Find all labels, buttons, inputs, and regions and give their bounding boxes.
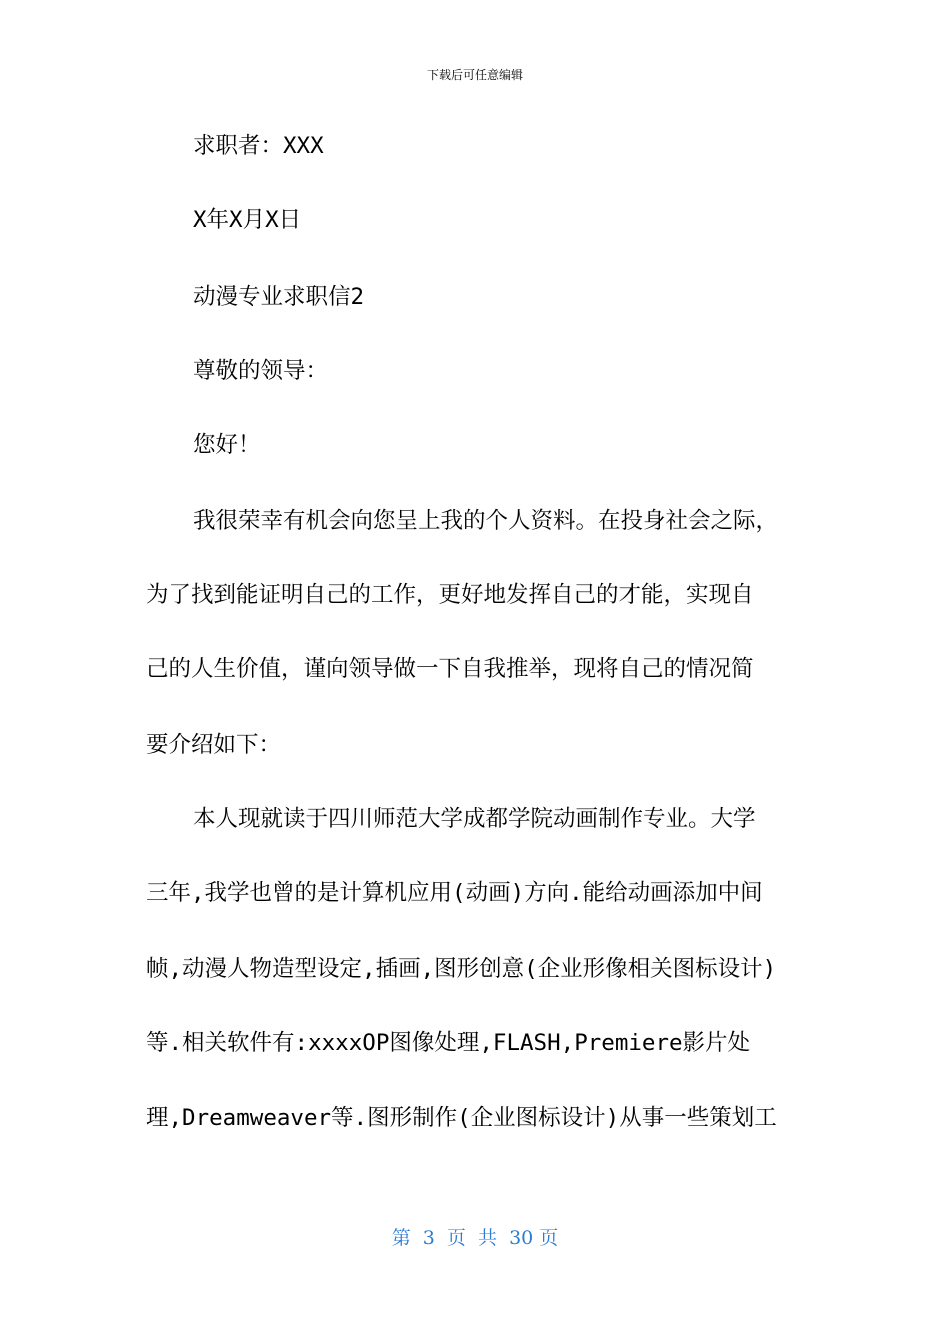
paragraph-1-line-4: 要介绍如下： [146,732,282,758]
signature-date: X年X月X日 [193,207,302,233]
paragraph-2-line-1: 本人现就读于四川师范大学成都学院动画制作专业。大学 [193,806,756,832]
paragraph-2-line-5: 理,Dreamweaver等.图形制作(企业图标设计)从事一些策划工 [146,1105,777,1131]
applicant-signature: 求职者：XXX [193,133,324,159]
paragraph-1-line-3: 己的人生价值，谨向领导做一下自我推举，现将自己的情况简 [146,656,754,682]
greeting: 您好！ [193,432,261,458]
page-number: 第 3 页 共 30 页 [391,1227,559,1249]
paragraph-2-line-4: 等.相关软件有:xxxxOP图像处理,FLASH,Premiere影片处 [146,1030,751,1056]
paragraph-2-line-3: 帧,动漫人物造型设定,插画,图形创意(企业形像相关图标设计) [146,956,777,982]
paragraph-2-line-2: 三年,我学也曾的是计算机应用(动画)方向.能给动画添加中间 [146,880,763,906]
section-title: 动漫专业求职信2 [193,284,365,310]
salutation: 尊敬的领导： [193,358,329,384]
page-header: 下载后可任意编辑 [426,68,523,82]
paragraph-1-line-2: 为了找到能证明自己的工作，更好地发挥自己的才能，实现自 [146,582,754,608]
paragraph-1-line-1: 我很荣幸有机会向您呈上我的个人资料。在投身社会之际， [193,508,779,534]
